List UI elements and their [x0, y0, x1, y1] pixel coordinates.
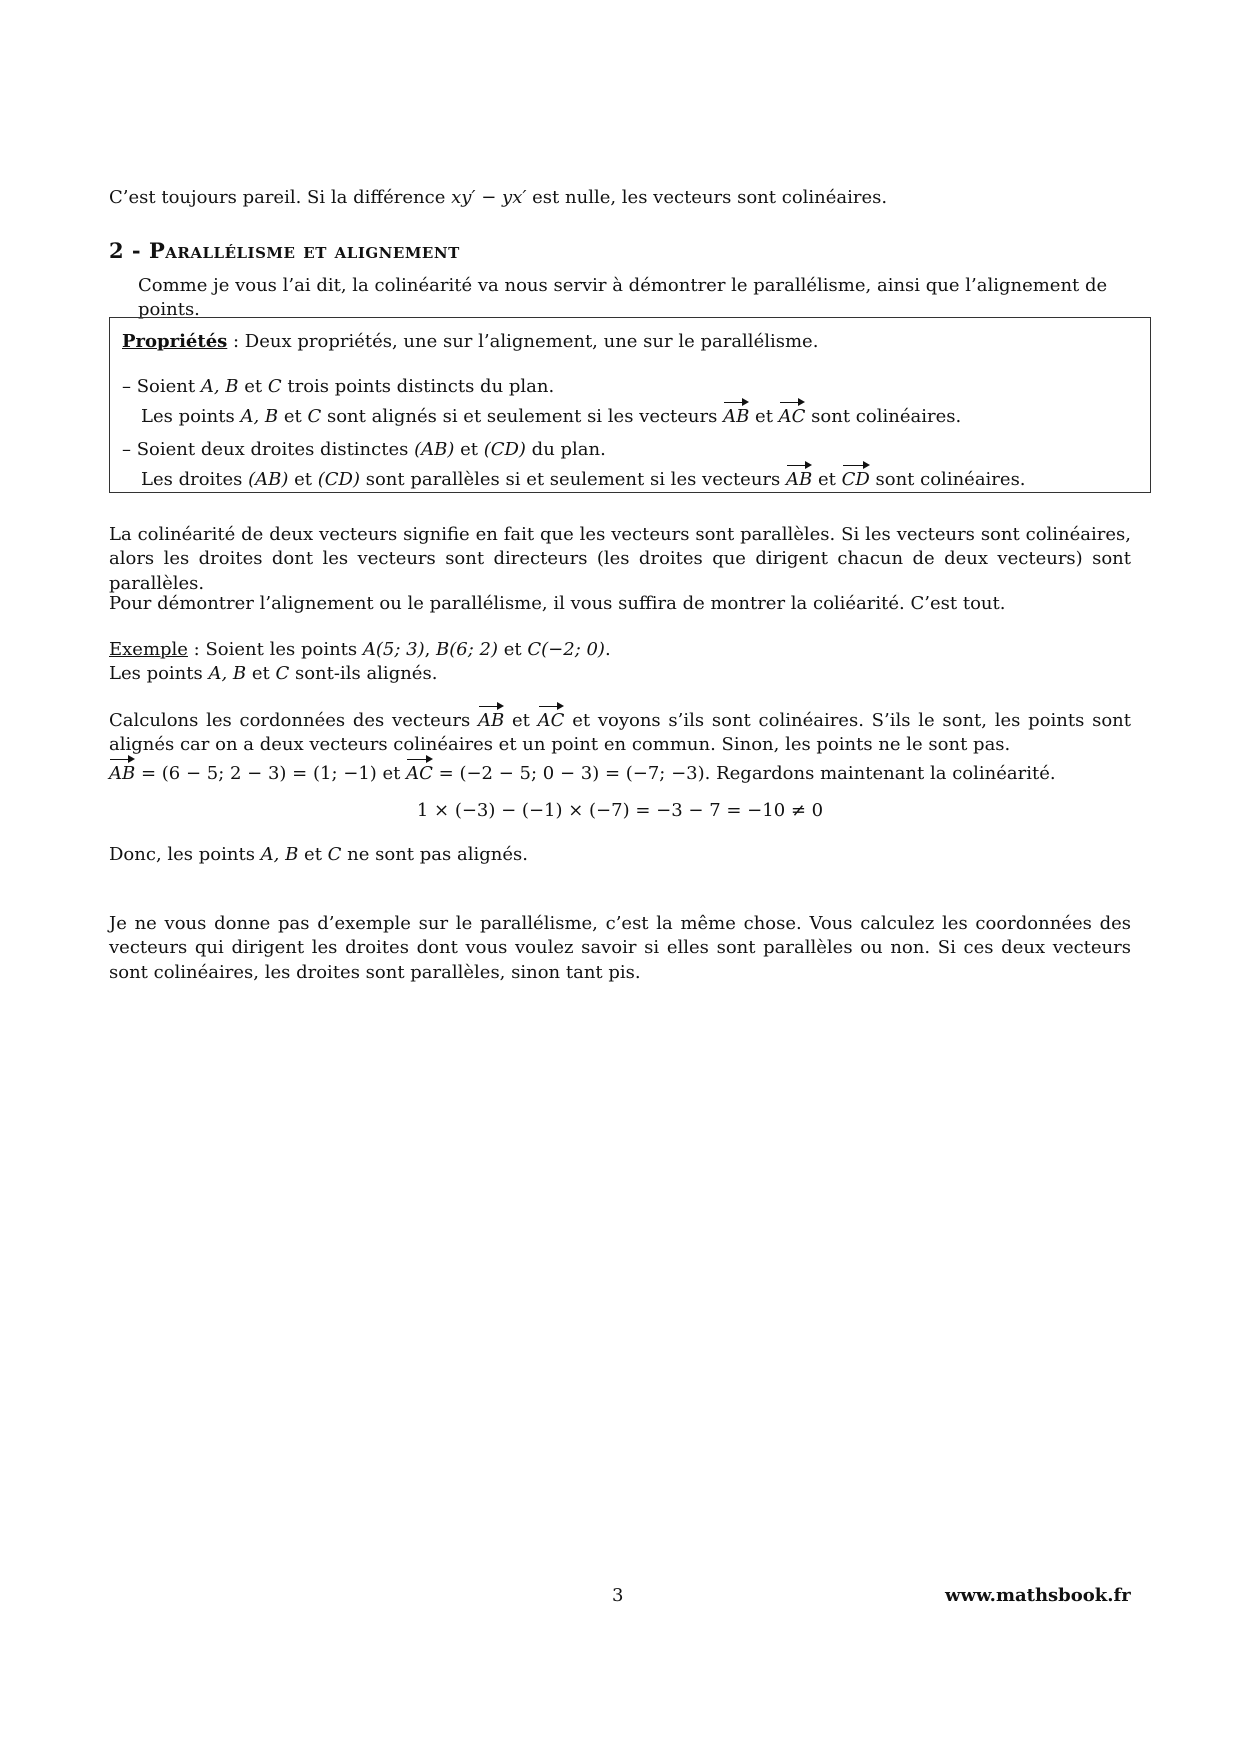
text: Les droites [141, 469, 249, 491]
section-heading [109, 237, 460, 265]
property-alignment [122, 375, 1132, 430]
text: et voyons s’ils sont colinéaires. S’ils le sont, les points sont alignés car on a deux vecteurs colinéaires et un point en commun. Sinon, les points ne le sont pas. [109, 710, 1131, 756]
intro-text-end: est nulle, les vecteurs sont colinéaires. [526, 187, 888, 208]
vector-ac-coords: = (−2 − 5; 0 − 3) = (−7; −3) [432, 762, 705, 784]
math-points: A, B [260, 844, 299, 865]
text: et [246, 663, 276, 685]
footer-url: www.mathsbook.fr [945, 1585, 1131, 1606]
text: du plan. [525, 439, 606, 460]
text: et [454, 439, 484, 460]
vector-ab: AB [478, 705, 504, 733]
property-parallelism [122, 438, 1132, 493]
text: et [498, 639, 528, 660]
text: et [504, 710, 538, 731]
point-a: A(5; 3) [362, 639, 425, 660]
intro-text: C’est toujours pareil. Si la différence [109, 187, 452, 208]
math-points: A, B [240, 406, 279, 428]
example-line2 [109, 662, 1131, 686]
section-title: Parallélisme et alignement [148, 238, 460, 263]
example-label: Exemple [109, 639, 188, 660]
section-lead: Comme je vous l’ai dit, la colinéarité va nous servir à démontrer le parallélisme, ainsi que l’alignement de points. [138, 275, 1108, 321]
vector-ab: AB [109, 758, 135, 786]
determinant-equation: 1 × (−3) − (−1) × (−7) = −3 − 7 = −10 ≠ 0 [416, 800, 824, 821]
text: et [238, 376, 268, 397]
text: Les points [109, 663, 209, 685]
property-alignment-line2 [122, 401, 1132, 429]
intro-formula: xy′ − yx′ [451, 187, 527, 208]
math-point: C [275, 663, 290, 685]
math-line: (CD) [317, 469, 361, 491]
paragraph-method: Pour démontrer l’alignement ou le parallélisme, il vous suffira de montrer la coliéarité. C’est tout. [109, 593, 1006, 614]
math-point: C [327, 844, 342, 865]
paragraph-parallelism-note: Je ne vous donne pas d’exemple sur le parallélisme, c’est la même chose. Vous calculez les coordonnées des vecteurs qui dirigent les droites dont vous voulez savoir si elles sont parallèles ou non. Si ces deux vecteurs sont colinéaires, les droites sont parallèles, sinon tant pis. [109, 913, 1131, 983]
point-c: C(−2; 0) [527, 639, 605, 660]
text: – Soient [122, 376, 201, 397]
property-parallelism-line1 [122, 438, 1132, 462]
text: sont parallèles si et seulement si les vecteurs [360, 469, 786, 491]
text: . [604, 639, 611, 660]
text: sont alignés si et seulement si les vecteurs [321, 406, 724, 428]
property-parallelism-line2 [122, 464, 1132, 492]
math-point: C [307, 406, 322, 428]
text: sont colinéaires. [869, 469, 1026, 491]
text: . Regardons maintenant la colinéarité. [704, 762, 1056, 784]
paragraph-colinearity: La colinéarité de deux vecteurs signifie en fait que les vecteurs sont parallèles. Si les vecteurs sont colinéaires, alors les droites dont les vecteurs sont directeurs (les droites que dirigent chacun de deux vecteurs) sont parallèles. [109, 524, 1131, 594]
section-number: 2 - [109, 238, 142, 263]
math-point: C [267, 376, 282, 397]
text: ne sont pas alignés. [341, 844, 528, 865]
math-points: A, B [200, 376, 239, 397]
math-line: (CD) [483, 439, 526, 460]
text: sont colinéaires. [805, 406, 962, 428]
text: Donc, les points [109, 844, 261, 865]
example-statement [109, 638, 1131, 687]
point-b: B(6; 2) [436, 639, 499, 660]
text: trois points distincts du plan. [281, 376, 555, 397]
text: et [278, 406, 308, 428]
vector-ac: AC [538, 705, 565, 733]
text: , [424, 639, 437, 660]
text: sont-ils alignés. [289, 663, 438, 685]
text: et [812, 469, 842, 491]
vector-ac: AC [406, 758, 433, 786]
properties-intro-text: : Deux propriétés, une sur l’alignement, une sur le parallélisme. [227, 331, 819, 352]
text: et [376, 762, 407, 784]
text: – Soient deux droites distinctes [122, 439, 415, 460]
text: et [288, 469, 318, 491]
properties-box [109, 317, 1151, 493]
property-alignment-line1 [122, 375, 1132, 399]
text: et [749, 406, 779, 428]
properties-label: Propriétés [122, 331, 228, 352]
example-line1 [109, 638, 1131, 662]
properties-intro [122, 330, 1132, 354]
example-calculation [109, 705, 1131, 786]
vector-ab: AB [786, 464, 812, 492]
vector-cd: CD [842, 464, 870, 492]
text: Calculons les cordonnées des vecteurs [109, 710, 479, 731]
vector-coordinates-line [109, 758, 1131, 786]
vector-ab: AB [723, 401, 749, 429]
math-line: (AB) [248, 469, 289, 491]
intro-paragraph [109, 186, 1131, 210]
text: et [298, 844, 328, 865]
math-line: (AB) [414, 439, 455, 460]
text: Les points [141, 406, 241, 428]
vector-ac: AC [779, 401, 806, 429]
example-conclusion [109, 843, 1131, 867]
text: : Soient les points [187, 639, 363, 660]
page-number: 3 [612, 1585, 624, 1606]
vector-ab-coords: = (6 − 5; 2 − 3) = (1; −1) [135, 762, 377, 784]
math-points: A, B [208, 663, 247, 685]
